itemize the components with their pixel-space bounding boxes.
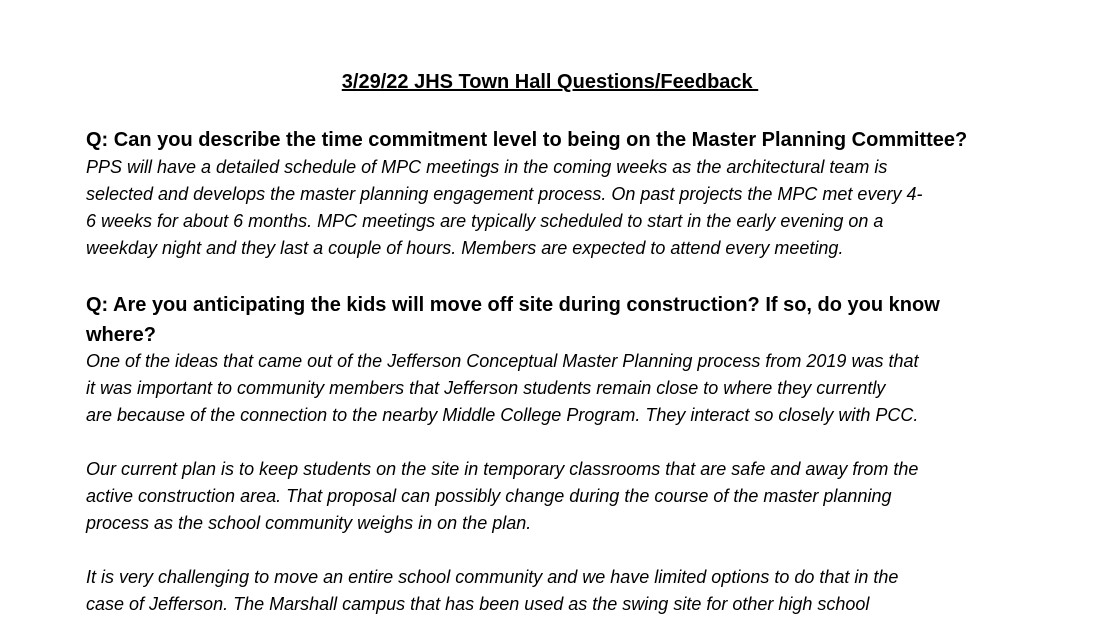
question-line: where? <box>86 324 157 346</box>
question-2-text <box>86 290 1046 350</box>
answer-line: it was important to community members that Jefferson students remain close to where they currently <box>86 378 886 398</box>
answer-line: One of the ideas that came out of the Jefferson Conceptual Master Planning process from 2019 was that <box>86 351 919 371</box>
answer-line: 6 weeks for about 6 months. MPC meetings are typically scheduled to start in the early evening on a <box>86 211 884 231</box>
answer-line: active construction area. That proposal can possibly change during the course of the master planning <box>86 486 892 506</box>
question-1 <box>86 125 1046 155</box>
answer-line: are because of the connection to the nearby Middle College Program. They interact so closely with PCC. <box>86 405 919 425</box>
answer-2-paragraph-3 <box>86 564 1046 618</box>
answer-1-text <box>86 154 1046 262</box>
answer-line: selected and develops the master planning engagement process. On past projects the MPC met every 4- <box>86 184 923 204</box>
question-1-text <box>86 125 1046 155</box>
question-line: Q: Are you anticipating the kids will move off site during construction? If so, do you know <box>86 294 940 316</box>
answer-2-paragraph-2 <box>86 456 1046 537</box>
document-title-text: 3/29/22 JHS Town Hall Questions/Feedback <box>341 71 759 93</box>
answer-line: PPS will have a detailed schedule of MPC meetings in the coming weeks as the architectural team is <box>86 157 888 177</box>
answer-2 <box>86 348 1046 429</box>
answer-line: process as the school community weighs in on the plan. <box>86 513 532 533</box>
answer-1 <box>86 154 1046 262</box>
answer-line: weekday night and they last a couple of hours. Members are expected to attend every meeting. <box>86 238 844 258</box>
answer-2-continued <box>86 456 1046 537</box>
answer-line: It is very challenging to move an entire school community and we have limited options to do that in the <box>86 567 899 587</box>
question-line: Q: Can you describe the time commitment level to being on the Master Planning Committee? <box>86 129 968 151</box>
question-2 <box>86 290 1046 350</box>
answer-2-continued-2 <box>86 564 1046 618</box>
answer-line: case of Jefferson. The Marshall campus that has been used as the swing site for other high school <box>86 594 870 614</box>
answer-line: Our current plan is to keep students on the site in temporary classrooms that are safe and away from the <box>86 459 919 479</box>
answer-2-paragraph-1 <box>86 348 1046 429</box>
document-title <box>0 68 1100 96</box>
